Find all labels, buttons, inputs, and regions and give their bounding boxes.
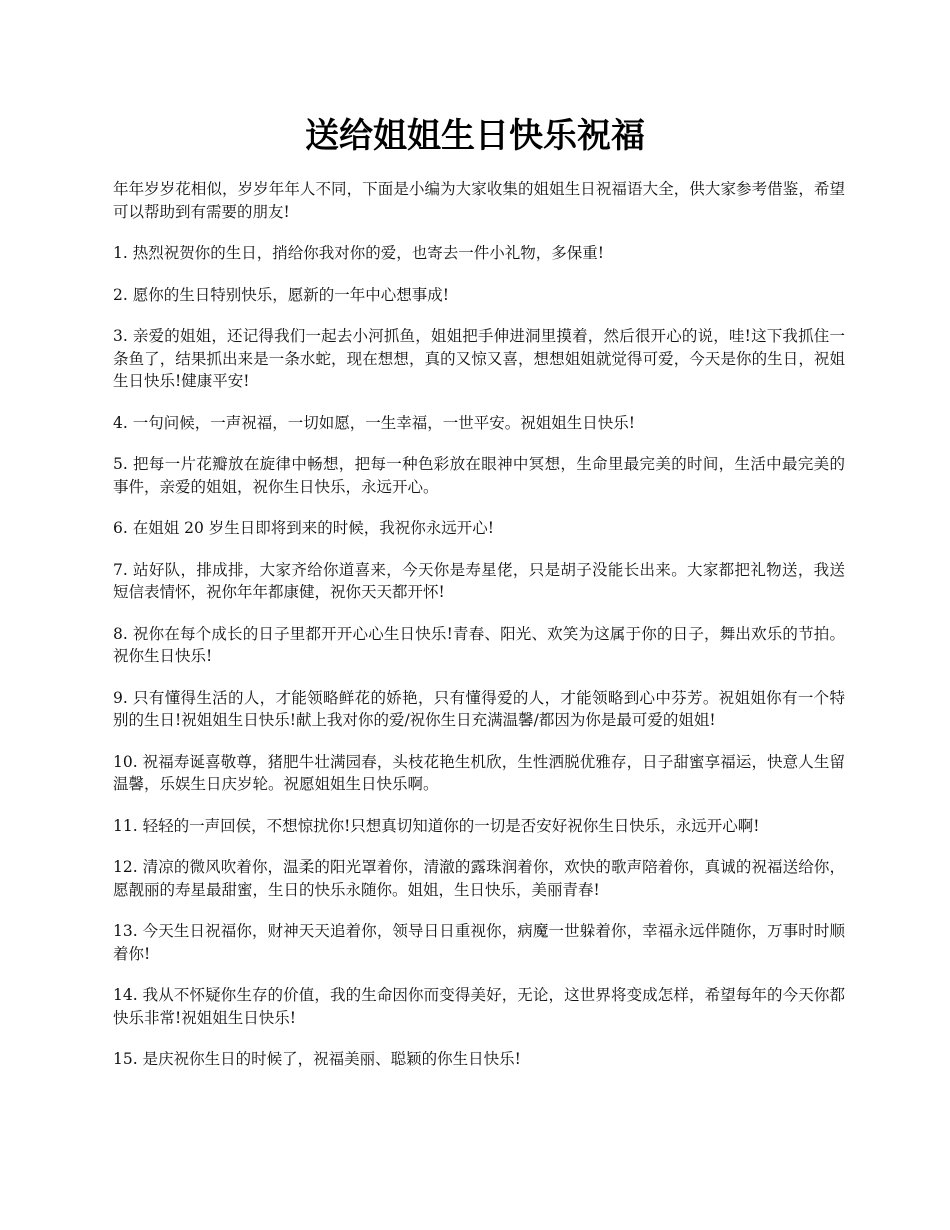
- document-body: [113, 178, 845, 1090]
- intro-paragraph: 年年岁岁花相似，岁岁年年人不同，下面是小编为大家收集的姐姐生日祝福语大全，供大家参考借鉴，希望可以帮助到有需要的朋友!: [113, 180, 845, 221]
- wish-item-12: 12. 清凉的微风吹着你，温柔的阳光罩着你，清澈的露珠润着你，欢快的歌声陪着你，真诚的祝福送给你，愿靓丽的寿星最甜蜜，生日的快乐永随你。姐姐，生日快乐，美丽青春!: [113, 858, 845, 899]
- wish-item-15: 15. 是庆祝你生日的时候了，祝福美丽、聪颖的你生日快乐!: [113, 1050, 521, 1068]
- wish-item-2: 2. 愿你的生日特别快乐，愿新的一年中心想事成!: [113, 285, 449, 304]
- wish-item-13: 13. 今天生日祝福你，财神天天追着你，领导日日重视你，病魔一世躲着你，幸福永远伴随你，万事时时顺着你!: [113, 922, 845, 963]
- wish-item-7: 7. 站好队，排成排，大家齐给你道喜来，今天你是寿星佬，只是胡子没能长出来。大家都把礼物送，我送短信表情怀，祝你年年都康健，祝你天天都开怀!: [113, 560, 845, 601]
- wish-item-10: 10. 祝福寿诞喜敬尊，猪肥牛壮满园春，头枝花艳生机欣，生性洒脱优雅存，日子甜蜜享福运，快意人生留温馨，乐娱生日庆岁轮。祝愿姐姐生日快乐啊。: [113, 752, 845, 793]
- wish-item-4: 4. 一句问候，一声祝福，一切如愿，一生幸福，一世平安。祝姐姐生日快乐!: [113, 413, 635, 432]
- wish-item-14: 14. 我从不怀疑你生存的价值，我的生命因你而变得美好，无论，这世界将变成怎样，希望每年的今天你都快乐非常!祝姐姐生日快乐!: [113, 986, 845, 1027]
- wish-item-5: 5. 把每一片花瓣放在旋律中畅想，把每一种色彩放在眼神中冥想，生命里最完美的时间，生活中最完美的事件，亲爱的姐姐，祝你生日快乐，永远开心。: [113, 455, 845, 496]
- document-title: 送给姐姐生日快乐祝福: [305, 116, 645, 156]
- wish-item-11: 11. 轻轻的一声回侯，不想惊扰你!只想真切知道你的一切是否安好祝你生日快乐，永远开心啊!: [113, 816, 760, 835]
- wish-item-6: 6. 在姐姐 20 岁生日即将到来的时候，我祝你永远开心!: [113, 519, 495, 537]
- wish-item-3: 3. 亲爱的姐姐，还记得我们一起去小河抓鱼，姐姐把手伸进洞里摸着，然后很开心的说，哇!这下我抓住一条鱼了，结果抓出来是一条水蛇，现在想想，真的又惊又喜，想想姐姐就觉得可爱，今天是你的生日，祝姐生日快乐!健康平安!: [113, 327, 845, 390]
- wish-item-8: 8. 祝你在每个成长的日子里都开开心心生日快乐!青春、阳光、欢笑为这属于你的日子，舞出欢乐的节拍。祝你生日快乐!: [113, 624, 845, 665]
- wish-item-9: 9. 只有懂得生活的人，才能领略鲜花的娇艳，只有懂得爱的人，才能领略到心中芬芳。祝姐姐你有一个特别的生日!祝姐姐生日快乐!献上我对你的爱/祝你生日充满温馨/都因为你是最可爱的姐姐!: [113, 688, 845, 729]
- wish-item-1: 1. 热烈祝贺你的生日，捎给你我对你的爱，也寄去一件小礼物，多保重!: [113, 244, 604, 262]
